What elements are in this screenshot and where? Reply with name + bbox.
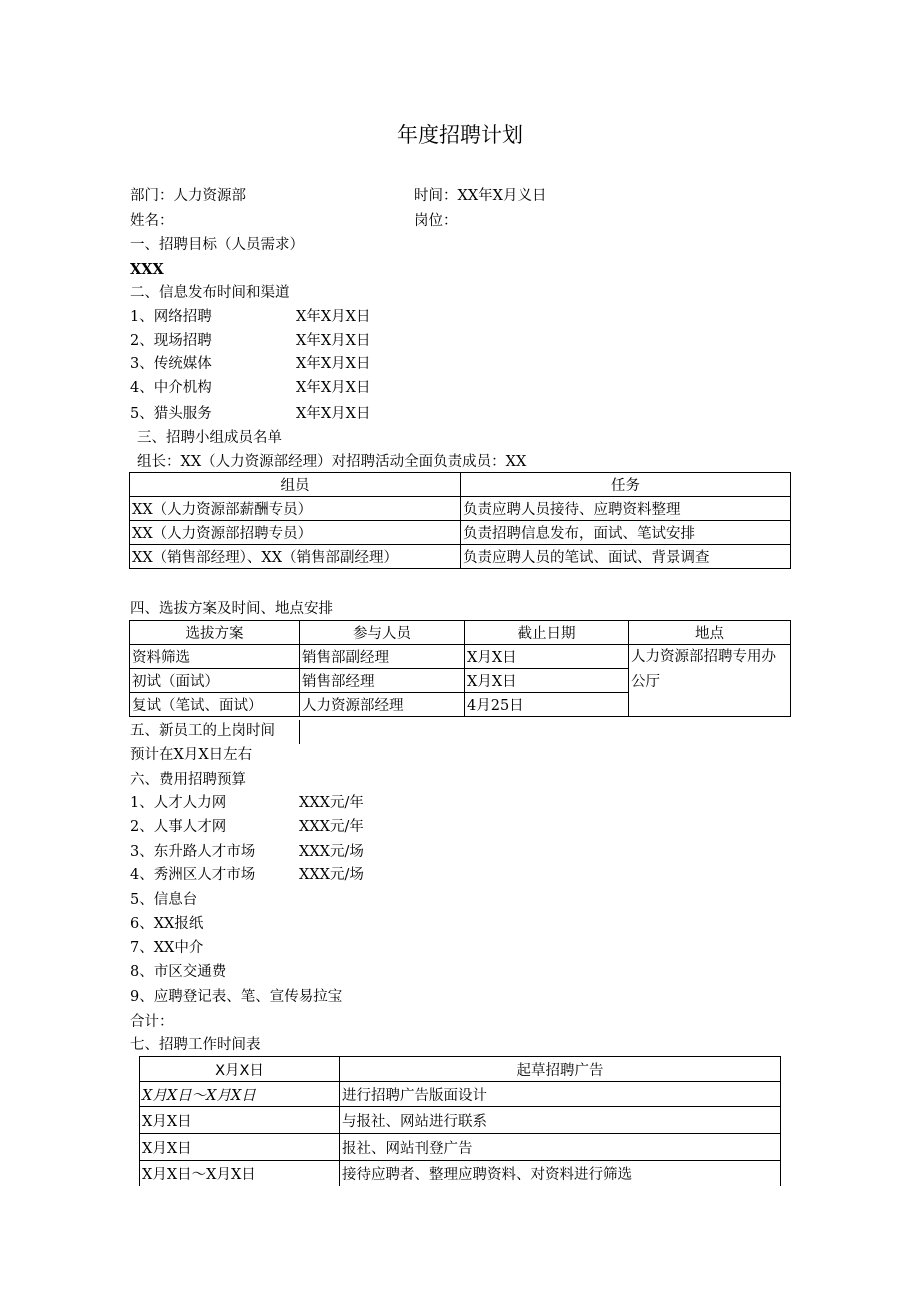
team-member-cell: XX（销售部经理）、XX（销售部副经理） bbox=[130, 545, 461, 569]
time-field: 时间：XX年X月义日 bbox=[414, 188, 547, 204]
channel-date: X年X月X日 bbox=[296, 333, 371, 349]
team-table-header: 任务 bbox=[461, 473, 791, 497]
team-task-cell: 负责应聘人员接待、应聘资料整理 bbox=[461, 497, 791, 521]
team-task-cell: 负责应聘人员的笔试、面试、背景调查 bbox=[461, 545, 791, 569]
channel-date: X年X月X日 bbox=[296, 309, 371, 325]
location-cell: 人力资源部招聘专用办公厅 bbox=[629, 645, 791, 717]
channel-label: 5、猎头服务 bbox=[130, 406, 212, 422]
table-row bbox=[130, 645, 791, 669]
section-1-content: XXX bbox=[130, 261, 164, 278]
deadline-cell: X月X日 bbox=[465, 669, 629, 693]
schedule-task-cell: 进行招聘广告版面设计 bbox=[340, 1082, 781, 1107]
section-6-heading: 六、费用招聘预算 bbox=[130, 772, 246, 788]
schedule-table-header: 起草招聘广告 bbox=[340, 1057, 781, 1082]
schedule-task-cell: 与报社、网站进行联系 bbox=[340, 1107, 781, 1134]
table-row bbox=[130, 521, 791, 545]
selection-method-cell: 初试（面试） bbox=[130, 669, 300, 693]
budget-item-label: 7、XX中介 bbox=[130, 940, 204, 956]
position-field: 岗位： bbox=[414, 213, 458, 229]
budget-item-cost: XXX元/场 bbox=[299, 844, 364, 860]
budget-item-label: 5、信息台 bbox=[130, 892, 198, 908]
channel-label: 1、网络招聘 bbox=[130, 309, 212, 325]
channel-label: 2、现场招聘 bbox=[130, 333, 212, 349]
channel-label: 4、中介机构 bbox=[130, 380, 212, 396]
schedule-date-cell: X月X日 bbox=[140, 1134, 340, 1161]
selection-table-header: 选拔方案 bbox=[130, 621, 300, 645]
budget-item-label: 6、XX报纸 bbox=[130, 916, 204, 932]
table-row bbox=[140, 1134, 781, 1161]
deadline-cell: 4月25日 bbox=[465, 693, 629, 717]
schedule-table bbox=[139, 1056, 781, 1186]
participant-cell: 销售部副经理 bbox=[300, 645, 465, 669]
team-table-header: 组员 bbox=[130, 473, 461, 497]
budget-item-label: 9、应聘登记表、笔、宣传易拉宝 bbox=[130, 989, 343, 1005]
selection-method-cell: 复试（笔试、面试） bbox=[130, 693, 300, 717]
budget-item-label: 4、秀洲区人才市场 bbox=[130, 867, 256, 883]
team-leader-line: 组长：XX（人力资源部经理）对招聘活动全面负责成员：XX bbox=[137, 454, 527, 470]
selection-table-header: 地点 bbox=[629, 621, 791, 645]
department-field: 部门：人力资源部 bbox=[130, 188, 246, 204]
table-row bbox=[130, 497, 791, 521]
section-7-heading: 七、招聘工作时间表 bbox=[130, 1037, 261, 1053]
section-1-heading: 一、招聘目标（人员需求） bbox=[130, 237, 304, 253]
channel-date: X年X月X日 bbox=[296, 356, 371, 372]
budget-total: 合计： bbox=[130, 1014, 174, 1030]
section-3-heading: 三、招聘小组成员名单 bbox=[137, 430, 282, 446]
team-table bbox=[129, 472, 791, 569]
participant-cell: 销售部经理 bbox=[300, 669, 465, 693]
budget-item-cost: XXX元/年 bbox=[299, 795, 364, 811]
table-row bbox=[130, 545, 791, 569]
channel-date: X年X月X日 bbox=[296, 406, 371, 422]
schedule-date-cell: X月X日～X月X日 bbox=[140, 1082, 340, 1107]
schedule-date-cell: X月X日～X月X日 bbox=[140, 1161, 340, 1187]
participant-cell: 人力资源部经理 bbox=[300, 693, 465, 717]
budget-item-cost: XXX元/年 bbox=[299, 819, 364, 835]
schedule-table-header: X月X日 bbox=[140, 1057, 340, 1082]
deadline-cell: X月X日 bbox=[465, 645, 629, 669]
selection-table-header: 截止日期 bbox=[465, 621, 629, 645]
section-4-heading: 四、选拔方案及时间、地点安排 bbox=[130, 601, 333, 617]
table-row bbox=[140, 1161, 781, 1187]
section-2-heading: 二、信息发布时间和渠道 bbox=[130, 285, 290, 301]
section-5-content: 预计在X月X日左右 bbox=[130, 747, 253, 763]
budget-item-label: 2、人事人才网 bbox=[130, 819, 227, 835]
budget-item-cost: XXX元/场 bbox=[299, 867, 364, 883]
schedule-task-cell: 报社、网站刊登广告 bbox=[340, 1134, 781, 1161]
channel-label: 3、传统媒体 bbox=[130, 356, 212, 372]
budget-item-label: 1、人才人力网 bbox=[130, 795, 227, 811]
team-member-cell: XX（人力资源部招聘专员） bbox=[130, 521, 461, 545]
selection-table-header: 参与人员 bbox=[300, 621, 465, 645]
budget-item-label: 3、东升路人才市场 bbox=[130, 844, 256, 860]
section-5-heading: 五、新员工的上岗时间 bbox=[130, 723, 275, 739]
team-member-cell: XX（人力资源部薪酬专员） bbox=[130, 497, 461, 521]
name-field: 姓名： bbox=[130, 213, 174, 229]
team-task-cell: 负责招聘信息发布，面试、笔试安排 bbox=[461, 521, 791, 545]
table-divider bbox=[299, 720, 300, 744]
schedule-date-cell: X月X日 bbox=[140, 1107, 340, 1134]
page-title: 年度招聘计划 bbox=[397, 123, 523, 147]
schedule-task-cell: 接待应聘者、整理应聘资料、对资料进行筛选 bbox=[340, 1161, 781, 1187]
table-row bbox=[140, 1107, 781, 1134]
budget-item-label: 8、市区交通费 bbox=[130, 964, 227, 980]
table-row bbox=[140, 1082, 781, 1107]
selection-method-cell: 资料筛选 bbox=[130, 645, 300, 669]
selection-table bbox=[129, 620, 791, 717]
channel-date: X年X月X日 bbox=[296, 380, 371, 396]
